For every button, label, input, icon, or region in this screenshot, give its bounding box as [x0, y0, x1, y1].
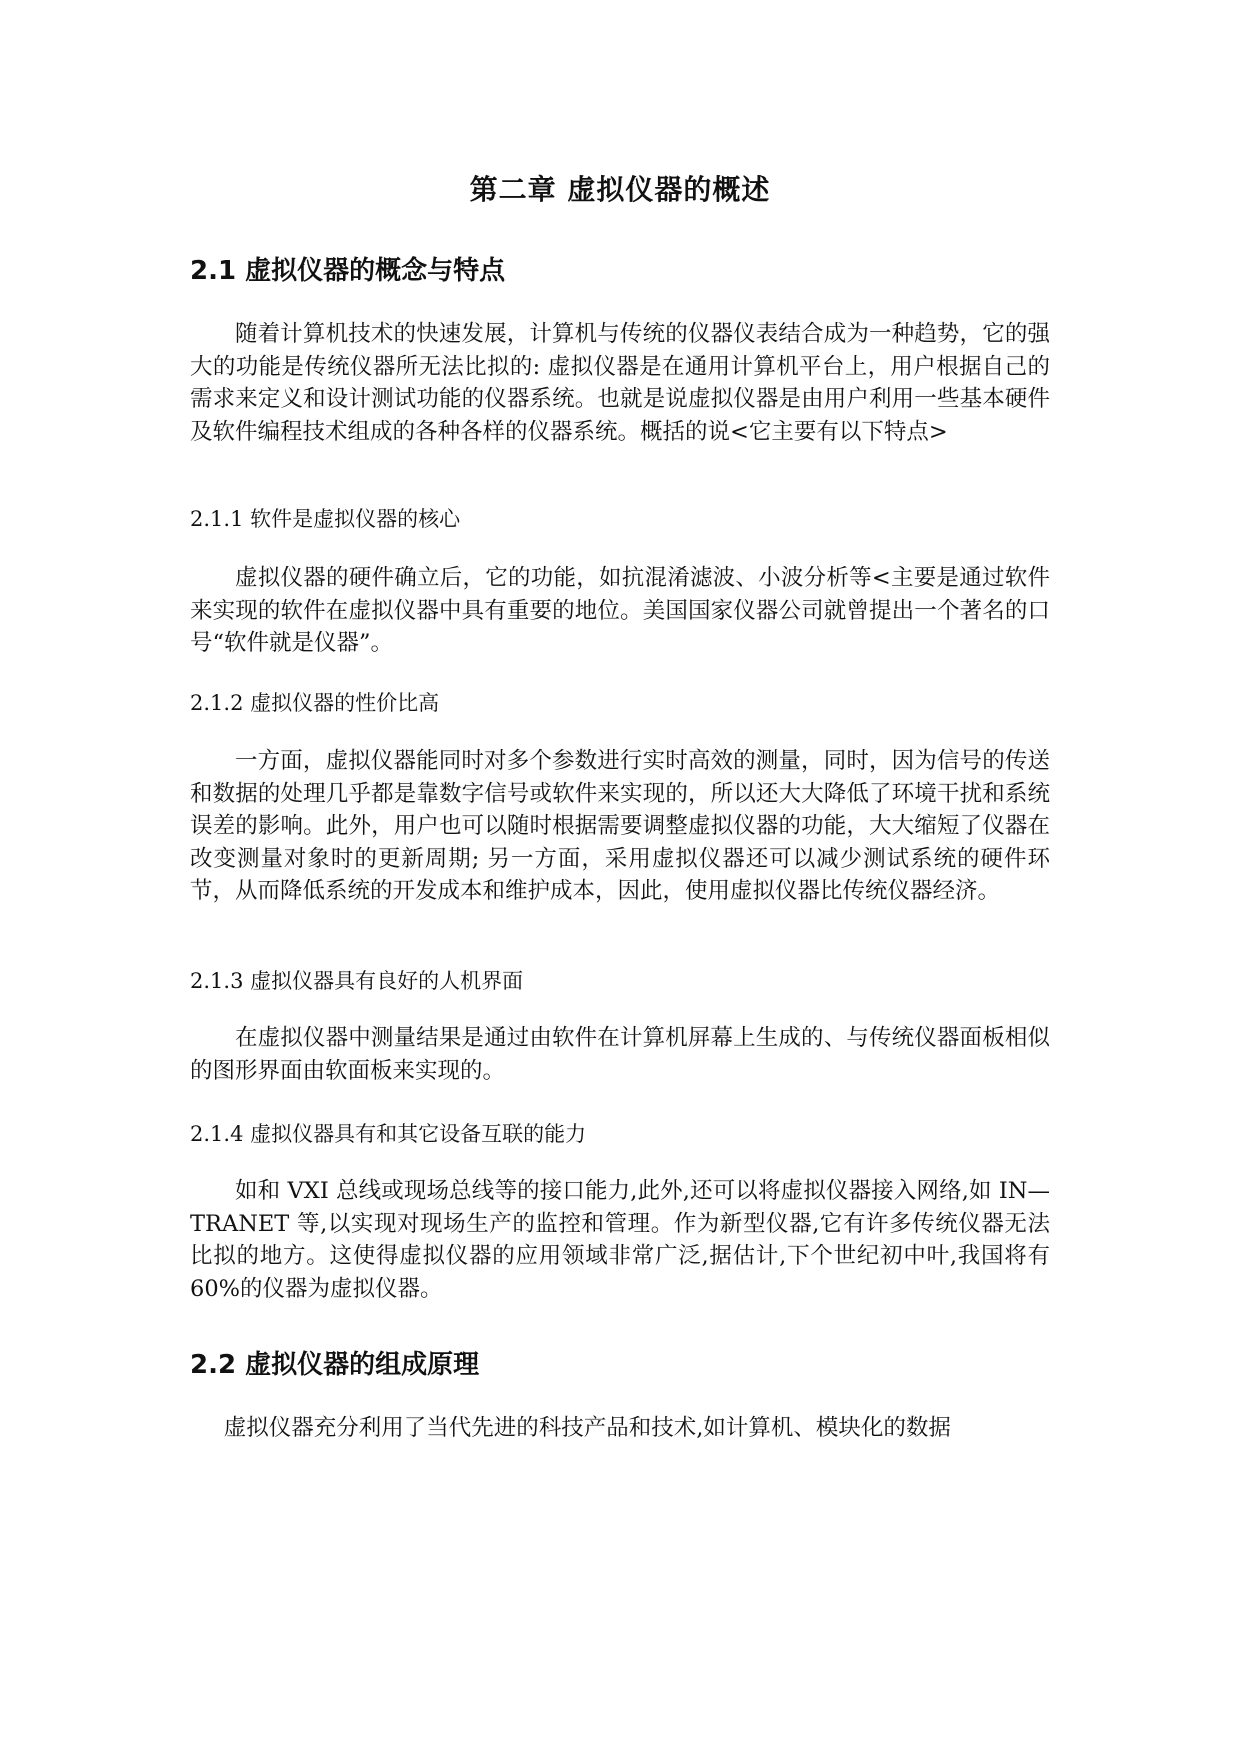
section-2-2-body: 虚拟仪器充分利用了当代先进的科技产品和技术,如计算机、模块化的数据 — [223, 1415, 951, 1441]
section-heading-2-1: 2.1 虚拟仪器的概念与特点 — [190, 256, 506, 286]
subsection-heading-2-1-2: 2.1.2 虚拟仪器的性价比高 — [190, 691, 440, 715]
subsection-heading-2-1-1: 2.1.1 软件是虚拟仪器的核心 — [190, 507, 461, 531]
chapter-title: 第二章 虚拟仪器的概述 — [469, 173, 771, 206]
subsection-2-1-1-body: 虚拟仪器的硬件确立后，它的功能，如抗混淆滤波、小波分析等<主要是通过软件来实现的软件在虚拟仪器中具有重要的地位。美国国家仪器公司就曾提出一个著名的口号“软件就是仪器”。 — [190, 565, 1050, 656]
subsection-2-1-2-body: 一方面，虚拟仪器能同时对多个参数进行实时高效的测量，同时，因为信号的传送和数据的处理几乎都是靠数字信号或软件来实现的，所以还大大降低了环境干扰和系统误差的影响。此外，用户也可以随时根据需要调整虚拟仪器的功能，大大缩短了仪器在改变测量对象时的更新周期; 另一方面，采用虚拟仪器还可以减少测试系统的硬件环节，从而降低系统的开发成本和维护成本，因此，使用虚拟仪器比传统仪器经济。 — [190, 748, 1050, 904]
subsection-2-1-3-body: 在虚拟仪器中测量结果是通过由软件在计算机屏幕上生成的、与传统仪器面板相似的图形界面由软面板来实现的。 — [190, 1025, 1050, 1084]
section-heading-2-2: 2.2 虚拟仪器的组成原理 — [190, 1350, 480, 1380]
subsection-2-1-4-body: 如和 VXI 总线或现场总线等的接口能力,此外,还可以将虚拟仪器接入网络,如 IN—TRANET 等,以实现对现场生产的监控和管理。作为新型仪器,它有许多传统仪器无法比拟的地方。这使得虚拟仪器的应用领域非常广泛,据估计,下个世纪初中叶,我国将有 60%的仪器为虚拟仪器。 — [190, 1178, 1050, 1302]
section-2-1-intro: 随着计算机技术的快速发展，计算机与传统的仪器仪表结合成为一种趋势，它的强大的功能是传统仪器所无法比拟的: 虚拟仪器是在通用计算机平台上，用户根据自己的需求来定义和设计测试功能的仪器系统。也就是说虚拟仪器是由用户利用一些基本硬件及软件编程技术组成的各种各样的仪器系统。概括的说<它主要有以下特点> — [190, 321, 1050, 445]
subsection-heading-2-1-3: 2.1.3 虚拟仪器具有良好的人机界面 — [190, 969, 524, 993]
subsection-heading-2-1-4: 2.1.4 虚拟仪器具有和其它设备互联的能力 — [190, 1122, 587, 1146]
document-page — [190, 0, 1050, 1754]
